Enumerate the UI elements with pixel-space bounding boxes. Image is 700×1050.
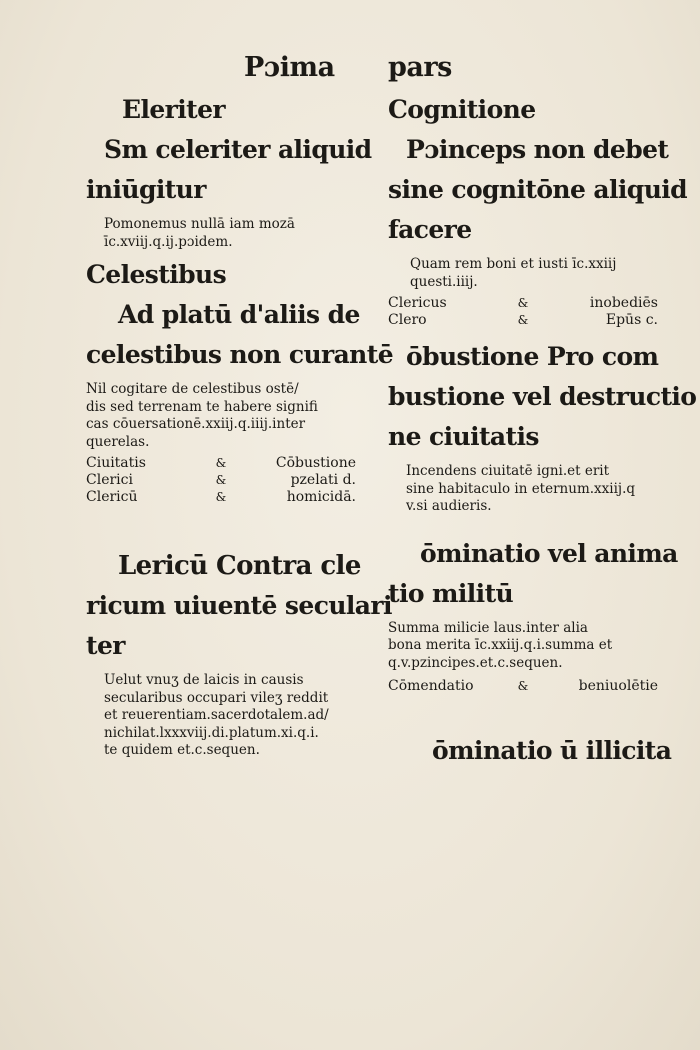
cross-reference-row [388, 312, 658, 329]
left-column [86, 90, 394, 764]
entry-heading: ter [86, 631, 125, 660]
cross-reference-term: beniuolētie [578, 678, 658, 694]
cross-reference-term: Clerici [86, 472, 133, 488]
cross-reference-term: pzelati d. [290, 472, 356, 488]
entry-heading: ōminatio ū illicita [432, 736, 672, 765]
cross-reference-row [86, 489, 356, 506]
cross-reference-term: Ciuitatis [86, 455, 146, 471]
entry-heading: ne ciuitatis [388, 422, 539, 451]
entry-text: Uelut vnuʒ de laicis in causis secularibus occupari vileʒ reddit et reuerentiam.sacerdotalem.ad/ nichilat.lxxxviij.di.platum.xi.q.i. te quidem et.c.sequen. [104, 672, 329, 758]
running-head-left: Pɔima [244, 52, 335, 83]
cross-reference-sign: & [215, 456, 227, 470]
cross-reference-row [86, 472, 356, 489]
entry-heading: bustione vel destructio [388, 382, 697, 411]
cross-reference-term: Epūs c. [605, 312, 658, 328]
entry-heading: iniūgitur [86, 175, 206, 204]
entry-heading: celestibus non curantē [86, 340, 394, 369]
cross-reference-term: Clericū [86, 489, 138, 505]
entry-heading: Cognitione [388, 95, 536, 124]
cross-reference-row [388, 678, 658, 695]
entry-heading: ōminatio vel anima [420, 538, 678, 568]
entry-text: Summa milicie laus.inter alia bona merita īc.xxiij.q.i.summa et q.v.pzincipes.et.c.sequen. [388, 619, 613, 671]
entry-text: Pomonemus nullā iam mozā īc.xviij.q.ij.pɔidem. [104, 216, 295, 250]
entry-heading: Lericū Contra cle [118, 551, 361, 581]
entry-heading: Ad platū d'aliis de [118, 300, 360, 329]
running-head-right: pars [388, 52, 452, 83]
entry-heading: facere [388, 215, 472, 244]
entry-heading: Sm celeriter aliquid [104, 135, 372, 164]
spacer [388, 695, 658, 731]
entry-heading: Eleriter [122, 95, 225, 124]
entry-text: Incendens ciuitatē igni.et erit sine habitaculo in eternum.xxiij.q v.si audieris. [406, 463, 636, 514]
entry-heading: ōbustione Pro com [406, 342, 659, 371]
entry-heading: Pɔinceps non debet [406, 135, 669, 164]
cross-reference-term: homicidā. [286, 489, 356, 505]
cross-reference-term: Clero [388, 312, 427, 328]
cross-reference-sign: & [517, 296, 529, 310]
cross-reference-row [388, 295, 658, 312]
cross-reference-term: inobediēs [589, 295, 658, 311]
cross-reference-term: Clericus [388, 295, 447, 311]
entry-text: Quam rem boni et iusti īc.xxiij questi.iiij. [410, 256, 617, 290]
cross-reference-sign: & [215, 490, 227, 504]
cross-reference-term: Cōmendatio [388, 678, 474, 694]
cross-reference-sign: & [517, 313, 529, 327]
entry-text: Nil cogitare de celestibus ostē/ dis sed terrenam te habere signifi cas cōuersationē.xxiij.q.iiij.inter querelas. [86, 381, 318, 450]
entry-heading: sine cognitōne aliquid [388, 175, 688, 204]
spacer [86, 506, 356, 546]
entry-heading: tio militū [388, 578, 514, 608]
entry-heading: Celestibus [86, 260, 227, 289]
entry-heading: ricum uiuentē seculari [86, 591, 392, 620]
cross-reference-term: Cōbustione [275, 455, 356, 471]
cross-reference-sign: & [215, 473, 227, 487]
spacer [388, 520, 658, 534]
cross-reference-row [86, 455, 356, 472]
right-column [388, 90, 697, 771]
cross-reference-sign: & [517, 679, 529, 693]
